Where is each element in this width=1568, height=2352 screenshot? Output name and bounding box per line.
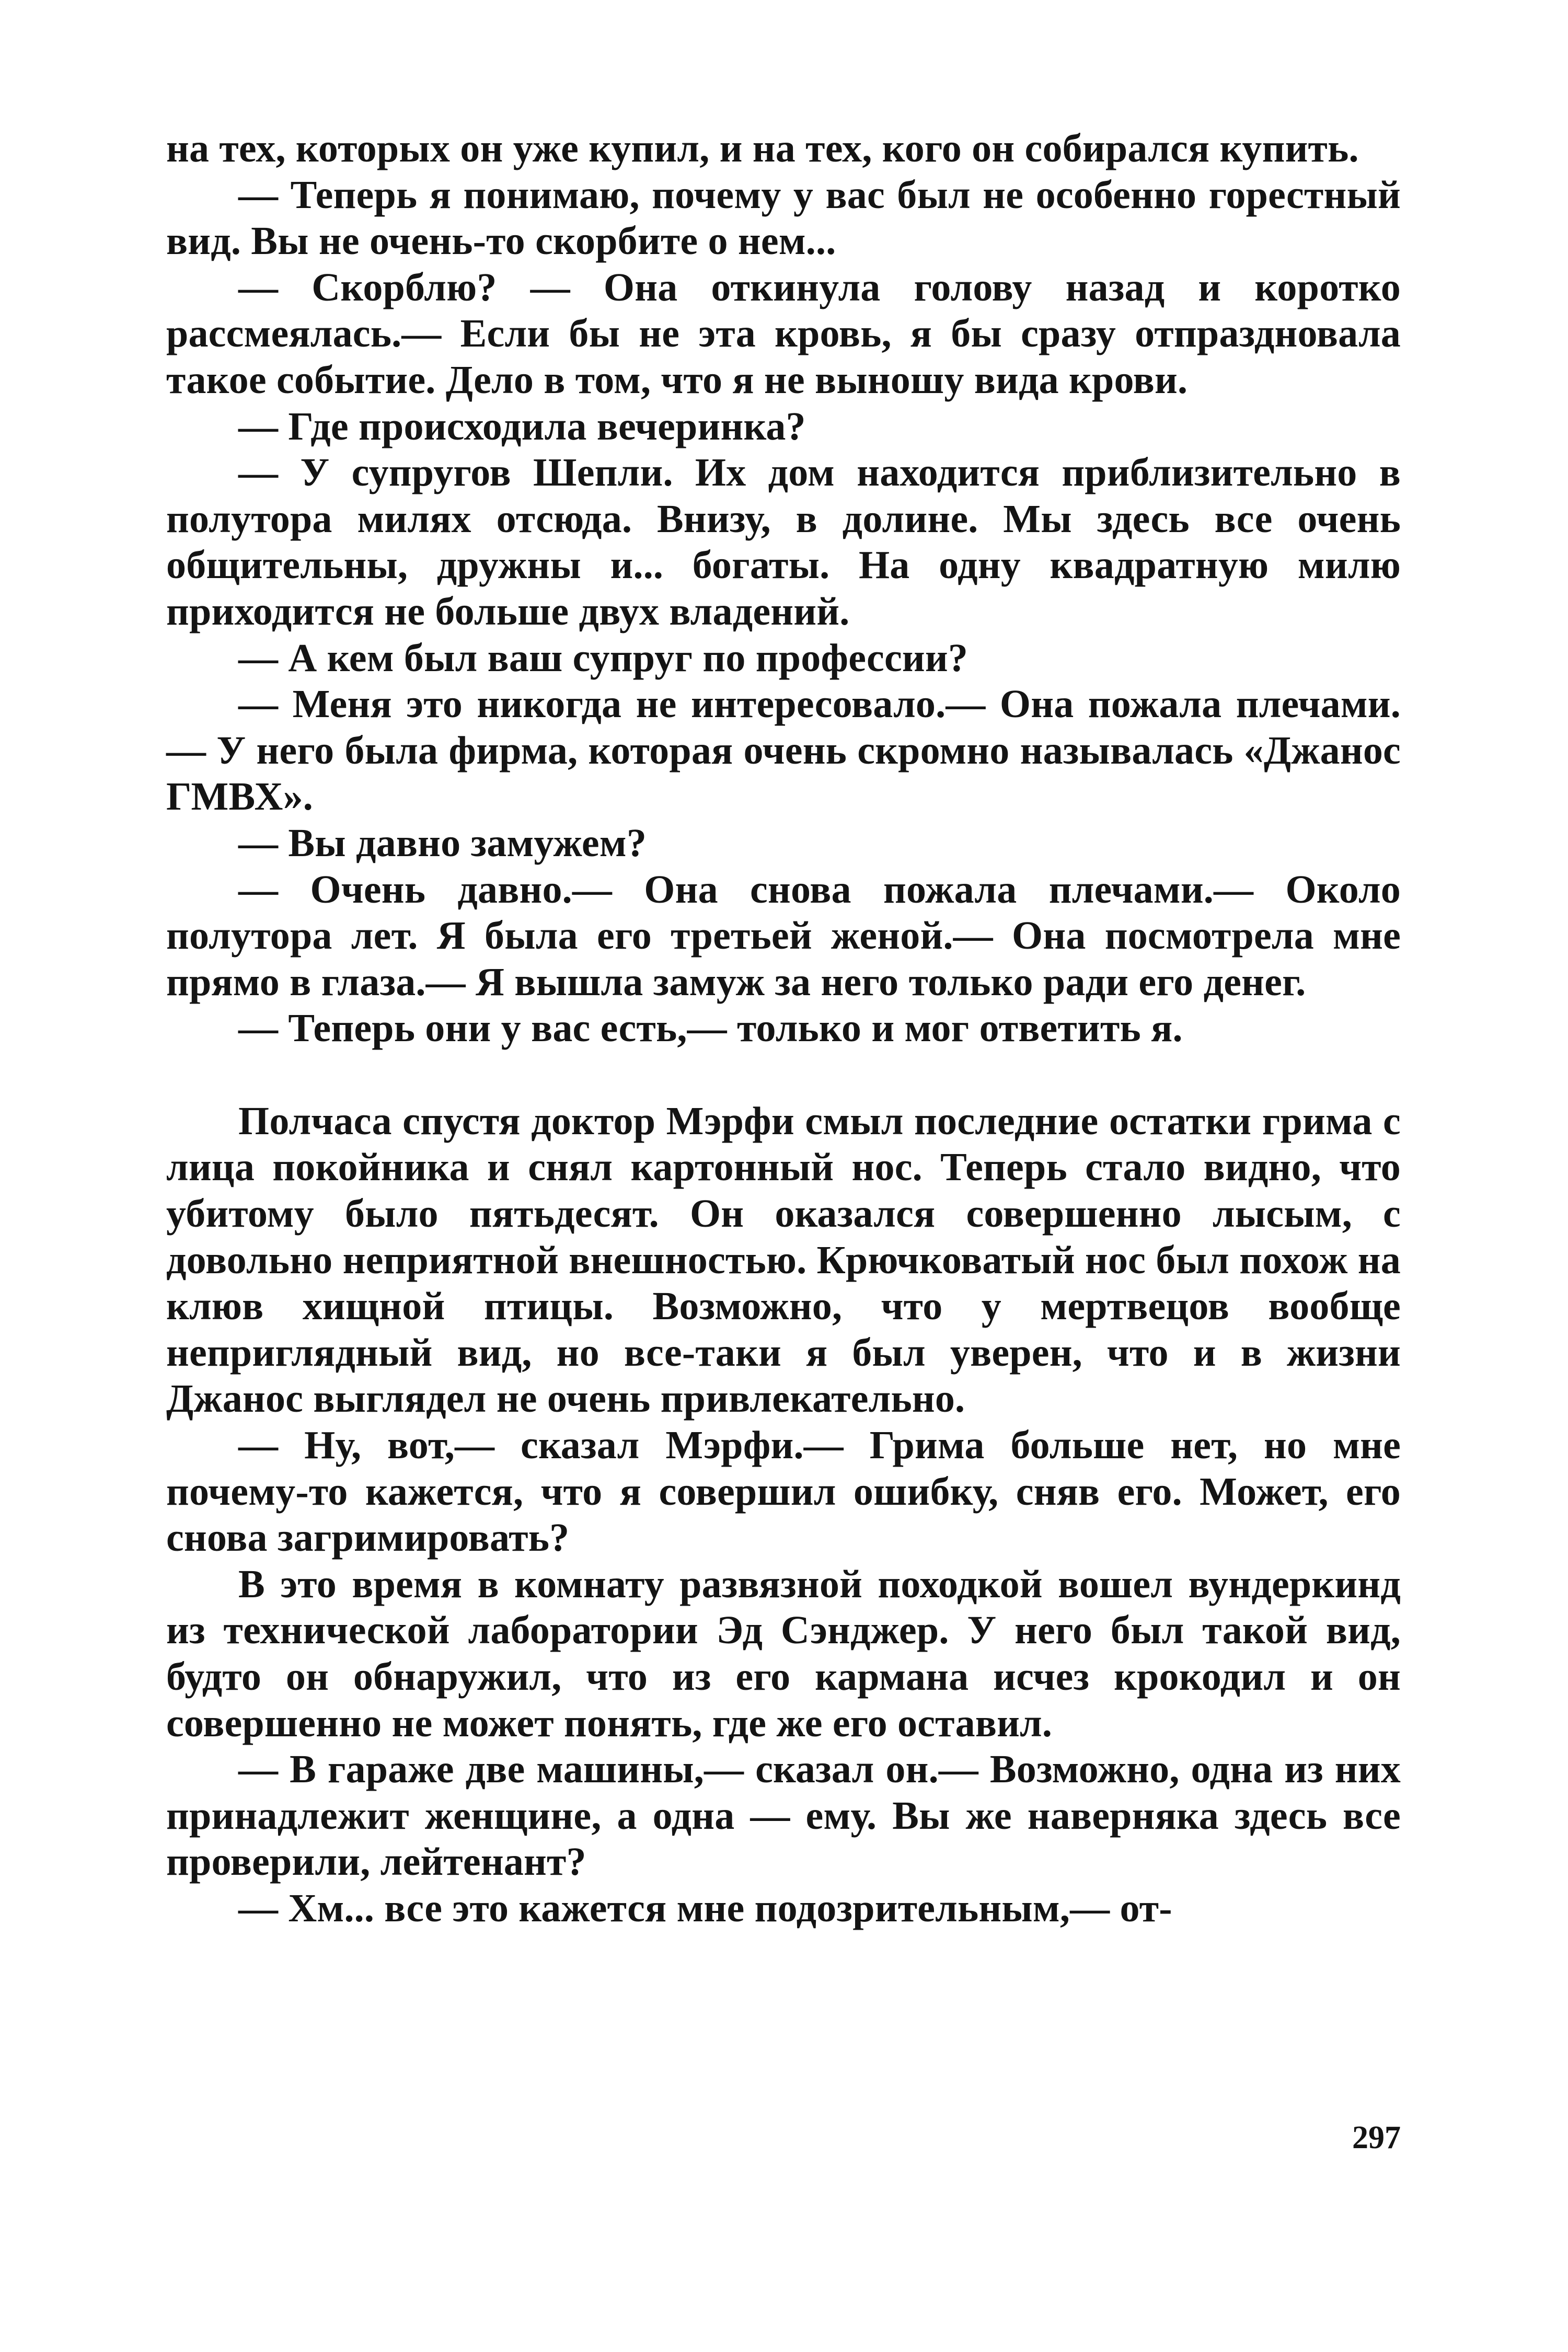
paragraph-15: — Хм... все это кажется мне подозрительным,— от-	[238, 1886, 1172, 1930]
paragraph-12: — Ну, вот,— сказал Мэрфи.— Грима больше нет, но мне почему-то кажется, что я совершил ошибку, сняв его. Может, его снова загримировать?	[166, 1423, 1401, 1560]
paragraph-4: — Где происходила вечеринка?	[238, 404, 806, 448]
page-number: 297	[1352, 2120, 1401, 2155]
paragraph-2: — Теперь я понимаю, почему у вас был не особенно горестный вид. Вы не очень-то скорбите о нем...	[166, 172, 1401, 263]
section-break	[166, 1052, 1401, 1098]
paragraph-9: — Очень давно.— Она снова пожала плечами.— Около полутора лет. Я была его третьей женой.— Она посмотрела мне прямо в глаза.— Я вышла замуж за него только ради его денег.	[166, 867, 1401, 1004]
paragraph-13: В это время в комнату развязной походкой вошел вундеркинд из технической лаборатории Эд Сэнджер. У него был такой вид, будто он обнаружил, что из его кармана исчез крокодил и он совершенно не может понять, где же его оставил.	[166, 1562, 1401, 1745]
text-part-1	[166, 125, 1401, 1052]
paragraph-14: — В гараже две машины,— сказал он.— Возможно, одна из них принадлежит женщине, а одна — ему. Вы же наверняка здесь все проверили, лейтенант?	[166, 1747, 1401, 1884]
paragraph-8: — Вы давно замужем?	[238, 821, 647, 865]
paragraph-1: на тех, которых он уже купил, и на тех, кого он собирался купить.	[166, 126, 1359, 170]
paragraph-3: — Скорблю? — Она откинула голову назад и коротко рассмеялась.— Если бы не эта кровь, я бы сразу отпраздновала такое событие. Дело в том, что я не выношу вида крови.	[166, 265, 1401, 402]
paragraph-6: — А кем был ваш супруг по профессии?	[238, 636, 969, 680]
paragraph-10: — Теперь они у вас есть,— только и мог ответить я.	[238, 1006, 1183, 1051]
paragraph-7: — Меня это никогда не интересовало.— Она пожала плечами.— У него была фирма, которая очень скромно называлась «Джанос ГМВХ».	[166, 682, 1401, 819]
paragraph-5: — У супругов Шепли. Их дом находится приблизительно в полутора милях отсюда. Внизу, в долине. Мы здесь все очень общительны, дружны и... богаты. На одну квадратную милю приходится не больше двух владений.	[166, 451, 1401, 633]
page-body	[166, 125, 1401, 1932]
text-part-2	[166, 1098, 1401, 1932]
paragraph-11: Полчаса спустя доктор Мэрфи смыл последние остатки грима с лица покойника и снял картонный нос. Теперь стало видно, что убитому было пятьдесят. Он оказался совершенно лысым, с довольно неприятной внешностью. Крючковатый нос был похож на клюв хищной птицы. Возможно, что у мертвецов вообще неприглядный вид, но все-таки я был уверен, что и в жизни Джанос выглядел не очень привлекательно.	[166, 1099, 1401, 1421]
